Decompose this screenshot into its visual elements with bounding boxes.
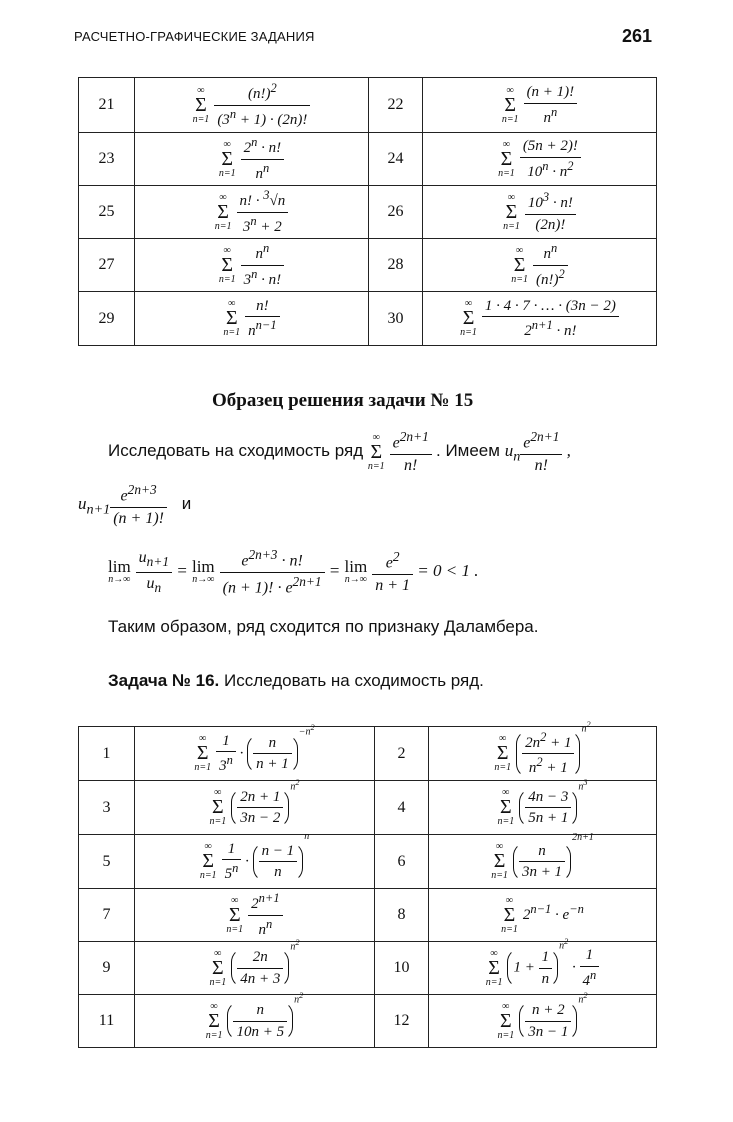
page-header [70,26,654,50]
series-expression: ∞ Σ n=1 $\frac{n}{10n + 5}$ $n^2$ [135,995,375,1048]
series-expression: ∞ Σ n=1 $\frac{4n - 3}{5n + 1}$ $n^3$ [429,781,657,835]
problem-number: 28 [369,239,423,292]
problem-number: 27 [79,239,135,292]
problem-number: 29 [79,292,135,346]
problem-number: 25 [79,186,135,239]
table-row [79,239,657,292]
un1-formula: $u_{n+1}$ $\frac{e^{2n+3}}{(n + 1)!}$ [78,494,167,513]
problem-number: 23 [79,133,135,186]
un1-line [78,483,191,528]
problem-number: 7 [79,889,135,942]
series-expression: ∞ Σ n=1 $\frac{2n^2 + 1}{n^2 + 1}$ $n^2$ [429,727,657,781]
table-row [79,889,657,942]
problem-number: 3 [79,781,135,835]
table-row [79,186,657,239]
series-expression: ∞ Σ n=1 1 + $\frac{1}{n}$ $n^2$ · $\frac{1}{4^n}$ [429,942,657,995]
un-formula: $u_n$ $\frac{e^{2n+1}}{n!}$ , [504,429,571,474]
problem-number: 8 [375,889,429,942]
task-text: Исследовать на сходимость ряд. [224,671,484,690]
table-row [79,942,657,995]
problem-number: 1 [79,727,135,781]
task-label: Задача № 16. [108,671,220,690]
series-expression: ∞ Σ n=1 $\frac{2n + 1}{3n - 2}$ $n^2$ [135,781,375,835]
series-formula: ∞ Σ n=1 $\frac{e^{2n+1}}{n!}$ [368,441,436,460]
problem-number: 2 [375,727,429,781]
have-text: . Имеем [436,441,500,461]
table-row [79,995,657,1048]
series-expression: ∞ Σ n=1 $\frac{n + 2}{3n - 1}$ $n^2$ [429,995,657,1048]
table-row [79,835,657,889]
series-expression: ∞ Σ n=1 $\frac{n}{3n + 1}$ 2n+1 [429,835,657,889]
problem-number: 12 [375,995,429,1048]
problem-number: 11 [79,995,135,1048]
problem-number: 6 [375,835,429,889]
sample-title: Образец решения задачи № 15 [212,390,474,411]
series-expression: ∞ Σ n=1 $\frac{(n!)^2}{(3^n + 1) \cdot (2n)!}$ [135,78,369,133]
limit-line [108,548,478,597]
problem-number: 4 [375,781,429,835]
series-expression: ∞ Σ n=1 $\frac{(5n + 2)!}{10^n \cdot n^2}$ [423,133,657,186]
table-row [79,727,657,781]
series-expression: ∞ Σ n=1 $\frac{n!}{n^{n-1}}$ [135,292,369,346]
problem-number: 21 [79,78,135,133]
series-expression: ∞ Σ n=1 $\frac{n^n}{(n!)^2}$ [423,239,657,292]
conclusion: Таким образом, ряд сходится по признаку Даламбера. [108,617,539,636]
page-number: 261 [621,26,652,46]
limit-formula: lim n→∞ $\frac{u_{n+1}}{u_n}$ = lim n→∞ $\frac{e^{2n+3} \cdot n!}{(n + 1)! \cdot e^{2n+1}}$ = lim n→∞ $\frac{e^2}{n + 1}$ = 0 < 1 . [108,547,479,597]
table-row [79,781,657,835]
series-expression: ∞ Σ n=1 $\frac{2^{n+1}}{n^n}$ [135,889,375,942]
problem-number: 30 [369,292,423,346]
series-table-1 [78,77,657,346]
series-expression: ∞ Σ n=1 $\frac{10^3 \cdot n!}{(2n)!}$ [423,186,657,239]
sample-statement [108,430,571,475]
table-row [79,133,657,186]
task-16-heading [108,671,484,691]
running-title: РАСЧЕТНО-ГРАФИЧЕСКИЕ ЗАДАНИЯ [74,29,315,44]
series-table-2 [78,719,657,1048]
series-expression: ∞ Σ n=1 $\frac{2n}{4n + 3}$ $n^2$ [135,942,375,995]
intro-text: Исследовать на сходимость ряд [108,441,364,461]
problem-number: 24 [369,133,423,186]
problem-number: 22 [369,78,423,133]
table-row [79,292,657,346]
problem-number: 9 [79,942,135,995]
series-expression: ∞ Σ n=1 $\frac{n^n}{3^n \cdot n!}$ [135,239,369,292]
series-expression: ∞ Σ n=1 $\frac{1 \cdot 4 \cdot 7 \cdot \dots \cdot (3n - 2)}{2^{n+1} \cdot n!}$ [423,292,657,346]
problem-number: 10 [375,942,429,995]
series-expression: ∞ Σ n=1 $\frac{1}{5^n}$ · $\frac{n - 1}{n}$ n [135,835,375,889]
problem-number: 26 [369,186,423,239]
problem-number: 5 [79,835,135,889]
series-expression: ∞ Σ n=1 $\frac{(n + 1)!}{n^n}$ [423,78,657,133]
series-expression: ∞ Σ n=1 $\frac{1}{3^n}$ · $\frac{n}{n + 1}$ $-n^2$ [135,727,375,781]
and-text: и [181,494,192,514]
series-expression: ∞ Σ n=1 $2^{n-1} \cdot e^{-n}$ [429,889,657,942]
series-expression: ∞ Σ n=1 $\frac{2^n \cdot n!}{n^n}$ [135,133,369,186]
table-row [79,78,657,133]
series-expression: ∞ Σ n=1 $\frac{n! \cdot ^3√n}{3^n + 2}$ [135,186,369,239]
